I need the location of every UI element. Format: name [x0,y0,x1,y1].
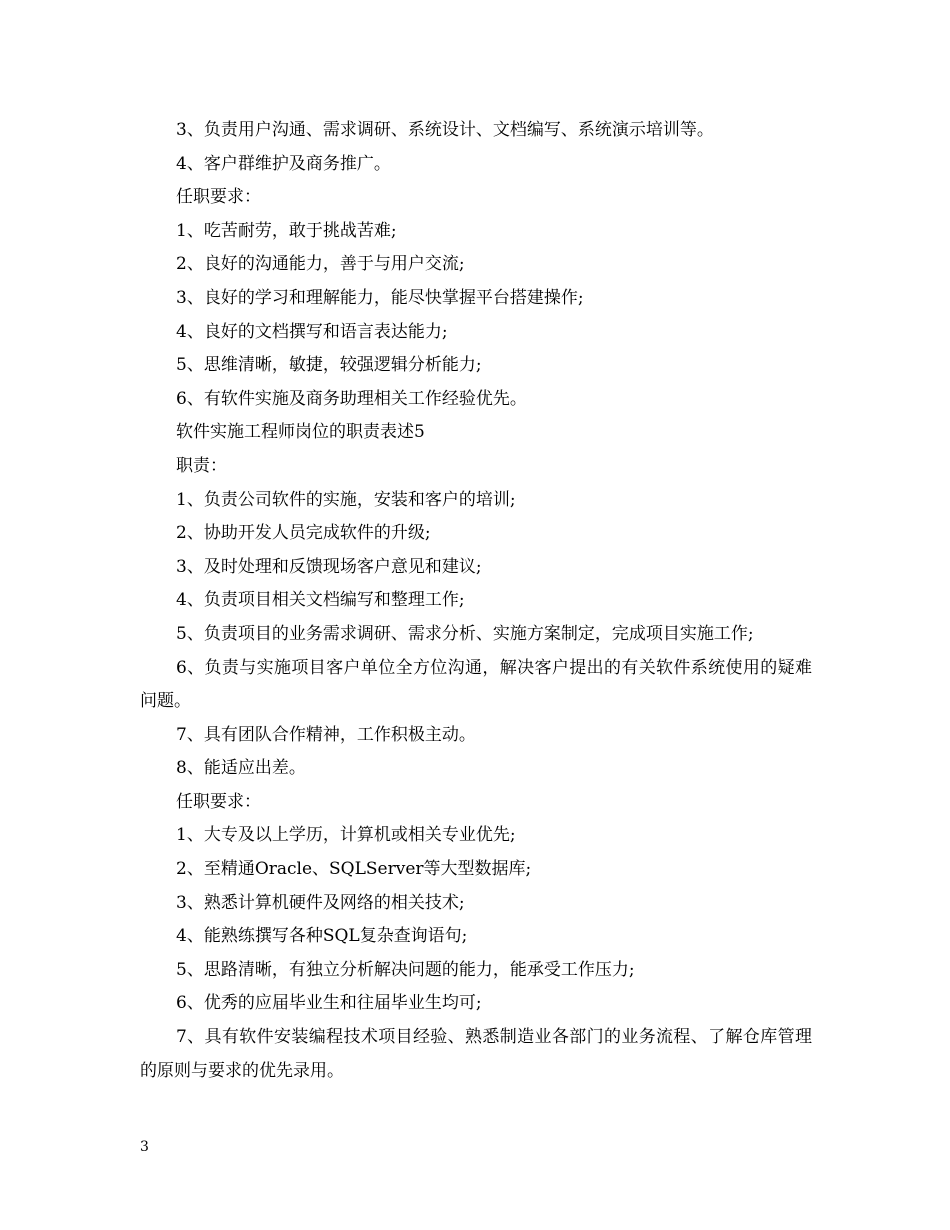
text-line: 6、优秀的应届毕业生和往届毕业生均可; [176,993,482,1014]
text-line: 4、能熟练撰写各种SQL复杂查询语句; [176,926,468,947]
text-line: 7、具有团队合作精神，工作积极主动。 [176,724,476,745]
text-line: 4、良好的文档撰写和语言表达能力; [176,321,448,342]
section-heading: 任职要求： [176,187,261,208]
text-line: 4、客户群维护及商务推广。 [176,153,391,174]
text-line: 2、至精通Oracle、SQLServer等大型数据库; [176,859,532,880]
text-line: 5、负责项目的业务需求调研、需求分析、实施方案制定，完成项目实施工作; [176,623,754,644]
text-line: 2、协助开发人员完成软件的升级; [176,523,431,544]
text-line: 1、负责公司软件的实施，安装和客户的培训; [176,489,516,510]
section-title: 软件实施工程师岗位的职责表述5 [176,422,425,443]
text-line: 3、及时处理和反馈现场客户意见和建议; [176,556,482,577]
section-heading: 任职要求： [176,791,261,812]
text-paragraph: 7、具有软件安装编程技术项目经验、熟悉制造业各部门的业务流程、了解仓库管理的原则与要求的优先录用。 [140,1027,812,1081]
text-line: 8、能适应出差。 [176,758,306,779]
text-line: 5、思路清晰，有独立分析解决问题的能力，能承受工作压力; [176,959,635,980]
text-line: 6、有软件实施及商务助理相关工作经验优先。 [176,388,527,409]
text-paragraph: 6、负责与实施项目客户单位全方位沟通，解决客户提出的有关软件系统使用的疑难问题。 [140,657,812,712]
text-line: 3、熟悉计算机硬件及网络的相关技术; [176,892,465,913]
text-line: 1、大专及以上学历，计算机或相关专业优先; [176,825,516,846]
section-heading: 职责： [176,455,227,476]
document-body [140,114,812,1088]
text-line: 3、良好的学习和理解能力，能尽快掌握平台搭建操作; [176,287,584,308]
page-number: 3 [140,1139,149,1155]
text-line: 3、负责用户沟通、需求调研、系统设计、文档编写、系统演示培训等。 [176,120,714,140]
text-line: 1、吃苦耐劳，敢于挑战苦难; [176,220,397,241]
text-line: 4、负责项目相关文档编写和整理工作; [176,590,465,611]
text-line: 5、思维清晰，敏捷，较强逻辑分析能力; [176,355,482,376]
text-line: 2、良好的沟通能力，善于与用户交流; [176,254,465,275]
